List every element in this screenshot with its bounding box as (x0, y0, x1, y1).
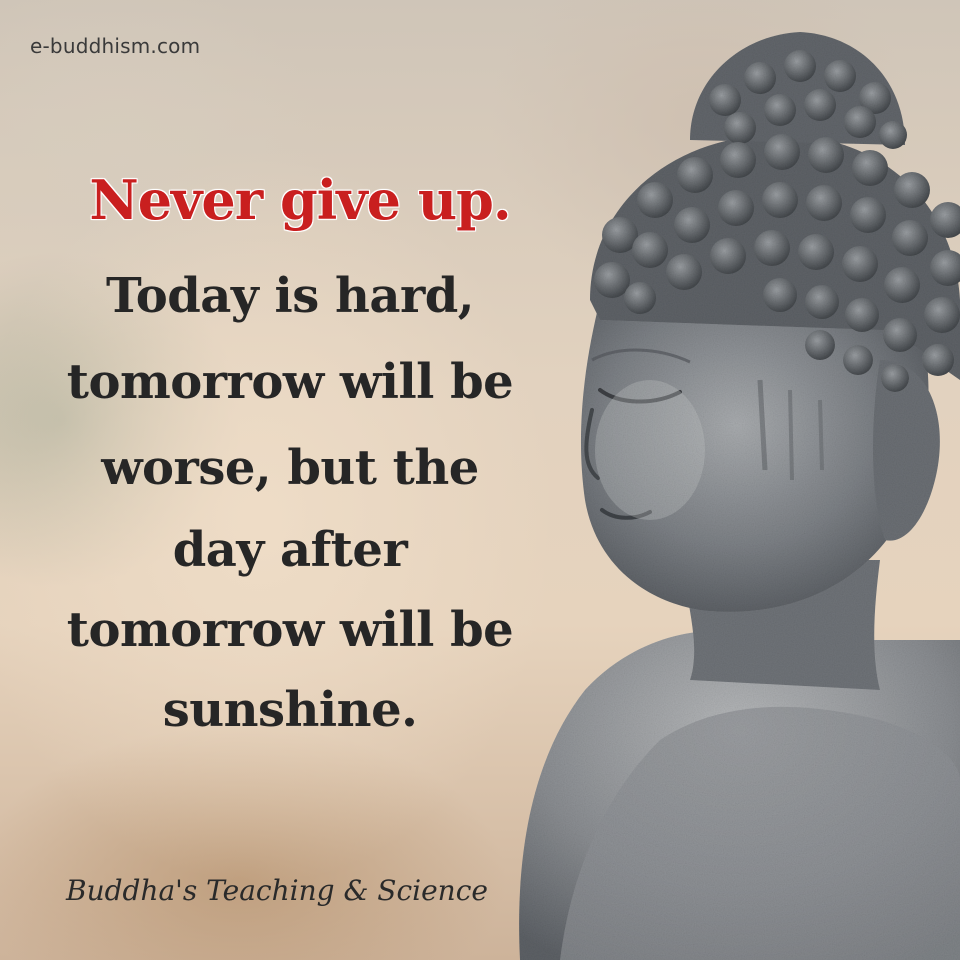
quote-line: tomorrow will be (66, 602, 514, 658)
credit-caption: Buddha's Teaching & Science (66, 874, 488, 907)
quote-line: tomorrow will be (66, 354, 514, 410)
quote-line: day after (172, 522, 408, 578)
quote-line: Today is hard, (105, 268, 475, 324)
statue-head (581, 300, 940, 612)
quote-line: worse, but the (101, 440, 479, 496)
watermark-url: e-buddhism.com (30, 34, 201, 58)
quote-headline: Never give up. (89, 168, 511, 232)
quote-line: sunshine. (162, 682, 418, 738)
